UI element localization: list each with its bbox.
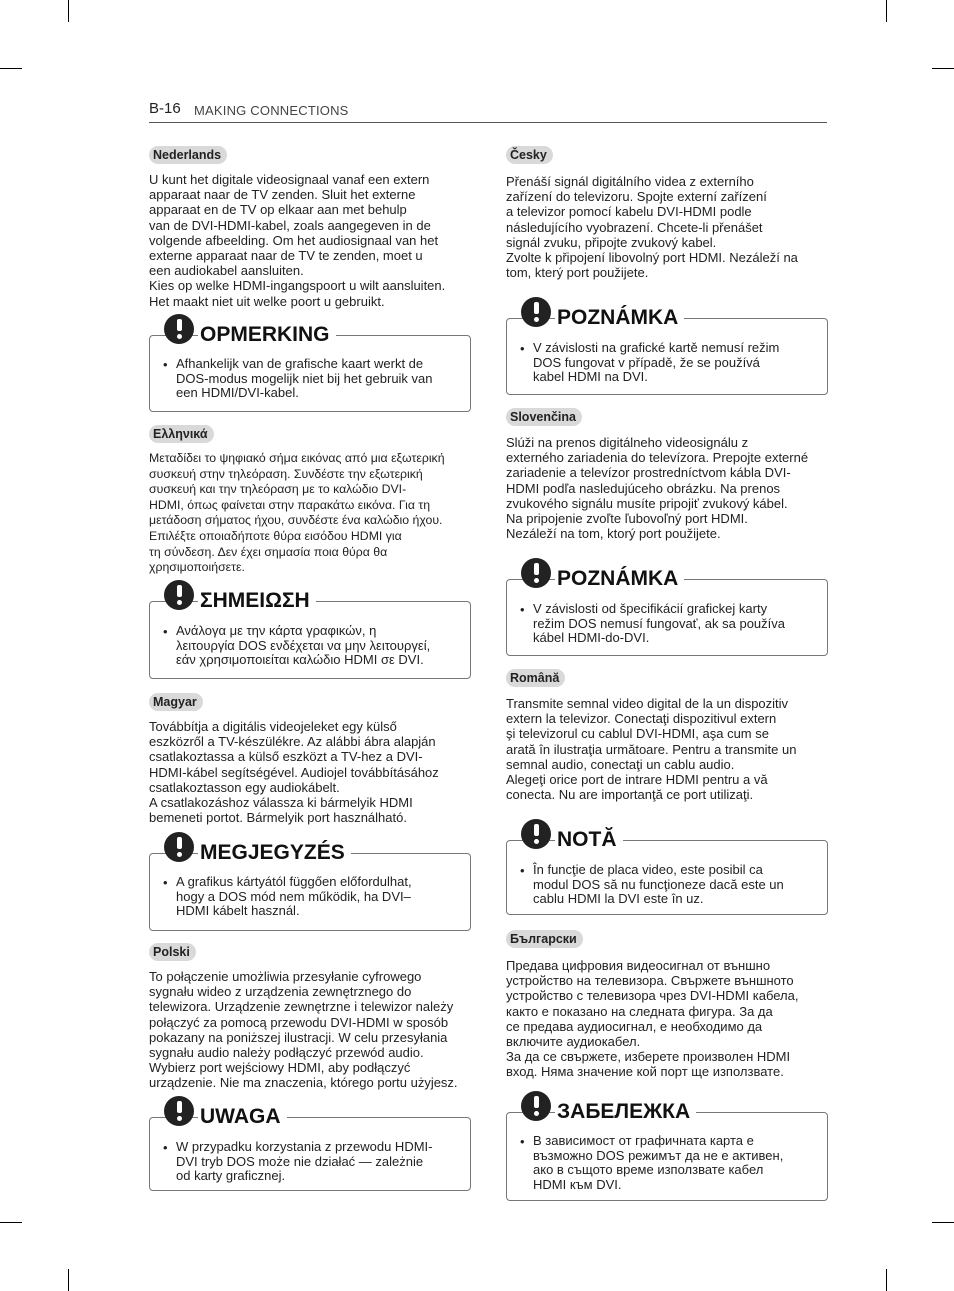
crop-mark (932, 1222, 954, 1223)
note-text: V závislosti na grafické kartě nemusí režim DOS fungovat v případě, že se používá kabel HDMI na DVI. (533, 340, 780, 385)
crop-mark (0, 68, 22, 69)
language-label-greek: Ελληνικά (149, 425, 214, 443)
paragraph-romana: Transmite semnal video digital de la un dispozitiv extern la televizor. Conectaţi dispozitivul extern şi televizorul cu cablul DVI-HDMI, aşa cum se arată în ilustraţia următoare. Pentru a transmite un semnal audio, conectaţi un cablu audio. Alegeţi orice port de intrare HDMI pentru a vă conecta. Nu are importanţă ce port utilizaţi. (506, 696, 797, 803)
paragraph-nederlands: U kunt het digitale videosignaal vanaf een extern apparaat naar de TV zenden. Sluit het externe apparaat en de TV op elkaar aan met behulp van de DVI-HDMI-kabel, zoals aangegeven in de volgende afbeelding. Om het audiosignaal van het externe apparaat naar de TV te zenden, moet u een audiokabel aansluiten. Kies op welke HDMI-ingangspoort u wilt aansluiten. Het maakt niet uit welke poort u gebruikt. (149, 172, 446, 309)
language-label-romana: Română (506, 669, 565, 687)
exclamation-icon (521, 297, 551, 327)
crop-mark (886, 0, 887, 22)
exclamation-icon (164, 832, 194, 862)
bullet: • (163, 875, 168, 890)
bullet: • (520, 1134, 525, 1149)
page-header (149, 100, 827, 123)
note-text: În funcţie de placa video, este posibil ca modul DOS să nu funcţioneze dacă este un cablu HDMI la DVI este în uz. (533, 862, 784, 907)
note-title: ЗАБЕЛЕЖКА (555, 1100, 696, 1124)
note-title: OPMERKING (198, 323, 336, 347)
note-box-greek (149, 589, 471, 679)
page-number: B-16 (149, 100, 181, 117)
note-title: MEGJEGYZÉS (198, 841, 351, 865)
note-title: NOTĂ (555, 828, 623, 852)
language-label-polski: Polski (149, 943, 196, 961)
crop-mark (886, 1269, 887, 1291)
note-box-romana (506, 828, 828, 915)
exclamation-icon (521, 819, 551, 849)
language-label-magyar: Magyar (149, 693, 203, 711)
exclamation-icon (521, 558, 551, 588)
note-text: V závislosti od špecifikácií grafickej karty režim DOS nemusí fungovať, ak sa používa kábel HDMI-do-DVI. (533, 601, 785, 646)
bullet: • (163, 1140, 168, 1155)
paragraph-bulgarian: Предава цифровия видеосигнал от външно устройство на телевизора. Свържете външното устройство с телевизора чрез DVI-HDMI кабела, както е показано на следната фигура. За да се предава аудиосигнал, е необходимо да включите аудиокабел. За да се свържете, изберете произволен HDMI вход. Няма значение кой порт ще използвате. (506, 958, 799, 1080)
language-label-slovencina: Slovenčina (506, 408, 582, 426)
paragraph-magyar: Továbbítja a digitális videojeleket egy külső eszközről a TV-készülékre. Az alábbi ábra alapján csatlakoztassa a külső eszközt a TV-hez a DVI- HDMI-kábel segítségével. Audiojel továbbításához csatlakoztasson egy audiokábelt. A csatlakozáshoz válassza ki bármelyik HDMI bemeneti portot. Bármelyik port használható. (149, 719, 439, 826)
paragraph-polski: To połączenie umożliwia przesyłanie cyfrowego sygnału wideo z urządzenia zewnętrznego do telewizora. Urządzenie zewnętrzne i telewizor należy połączyć za pomocą przewodu DVI-HDMI w sposób pokazany na poniższej ilustracji. W celu przesyłania sygnału audio należy podłączyć przewód audio. Wybierz port wejściowy HDMI, aby podłączyć urządzenie. Nie ma znaczenia, którego portu użyjesz. (149, 969, 458, 1091)
exclamation-icon (521, 1091, 551, 1121)
note-box-bulgarian (506, 1100, 828, 1201)
language-label-nederlands: Nederlands (149, 146, 227, 164)
note-box-nederlands (149, 323, 471, 412)
note-box-cesky (506, 306, 828, 395)
exclamation-icon (164, 314, 194, 344)
note-text: Afhankelijk van de grafische kaart werkt de DOS-modus mogelijk niet bij het gebruik van een HDMI/DVI-kabel. (176, 356, 433, 401)
crop-mark (68, 1269, 69, 1291)
paragraph-greek: Μεταδίδει το ψηφιακό σήμα εικόνας από μια εξωτερική συσκευή στην τηλεόραση. Συνδέστε την εξωτερική συσκευή και την τηλεόραση με το καλώδιο DVI- HDMI, όπως φαίνεται στην παρακάτω εικόνα. Για τη μετάδοση σήματος ήχου, συνδέστε ένα καλώδιο ήχου. Επιλέξτε οποιαδήποτε θύρα εισόδου HDMI για τη σύνδεση. Δεν έχει σημασία ποια θύρα θα χρησιμοποιήσετε. (149, 451, 445, 575)
note-title: UWAGA (198, 1105, 287, 1129)
note-title: ΣΗΜΕΙΩΣΗ (198, 589, 316, 613)
paragraph-slovencina: Slúži na prenos digitálneho videosignálu z externého zariadenia do televízora. Prepojte externé zariadenie a televízor prostredníctvom kábla DVI- HDMI podľa nasledujúceho obrázku. Na prenos zvukového signálu musíte pripojiť zvukový kábel. Na pripojenie zvoľte ľubovoľný port HDMI. Nezáleží na tom, ktorý port použijete. (506, 435, 809, 542)
bullet: • (520, 341, 525, 356)
paragraph-cesky: Přenáší signál digitálního videa z externího zařízení do televizoru. Spojte externí zařízení a televizor pomocí kabelu DVI-HDMI podle následujícího vyobrazení. Chcete-li přenášet signál zvuku, připojte zvukový kabel. Zvolte k připojení libovolný port HDMI. Nezáleží na tom, který port použijete. (506, 174, 798, 281)
note-box-magyar (149, 841, 471, 931)
bullet: • (163, 624, 168, 639)
note-box-polski (149, 1105, 471, 1191)
note-title: POZNÁMKA (555, 567, 684, 591)
note-text: A grafikus kártyától függően előfordulhat, hogy a DOS mód nem működik, ha DVI– HDMI kábelt használ. (176, 874, 412, 919)
note-box-slovencina (506, 567, 828, 656)
language-label-bulgarian: Български (506, 930, 583, 948)
bullet: • (520, 863, 525, 878)
note-text: В зависимост от графичната карта е възможно DOS режимът да не е активен, ако в същото време използвате кабел HDMI към DVI. (533, 1133, 784, 1192)
crop-mark (0, 1222, 22, 1223)
bullet: • (163, 357, 168, 372)
note-text: W przypadku korzystania z przewodu HDMI- DVI tryb DOS może nie działać — zależnie od karty graficznej. (176, 1139, 433, 1184)
note-title: POZNÁMKA (555, 306, 684, 330)
crop-mark (932, 68, 954, 69)
exclamation-icon (164, 1096, 194, 1126)
note-text: Ανάλογα με την κάρτα γραφικών, η λειτουργία DOS ενδέχεται να μην λειτουργεί, εάν χρησιμοποιείται καλώδιο HDMI σε DVI. (176, 623, 431, 668)
section-title: MAKING CONNECTIONS (194, 103, 349, 118)
exclamation-icon (164, 580, 194, 610)
language-label-cesky: Česky (506, 146, 553, 164)
crop-mark (68, 0, 69, 22)
bullet: • (520, 602, 525, 617)
